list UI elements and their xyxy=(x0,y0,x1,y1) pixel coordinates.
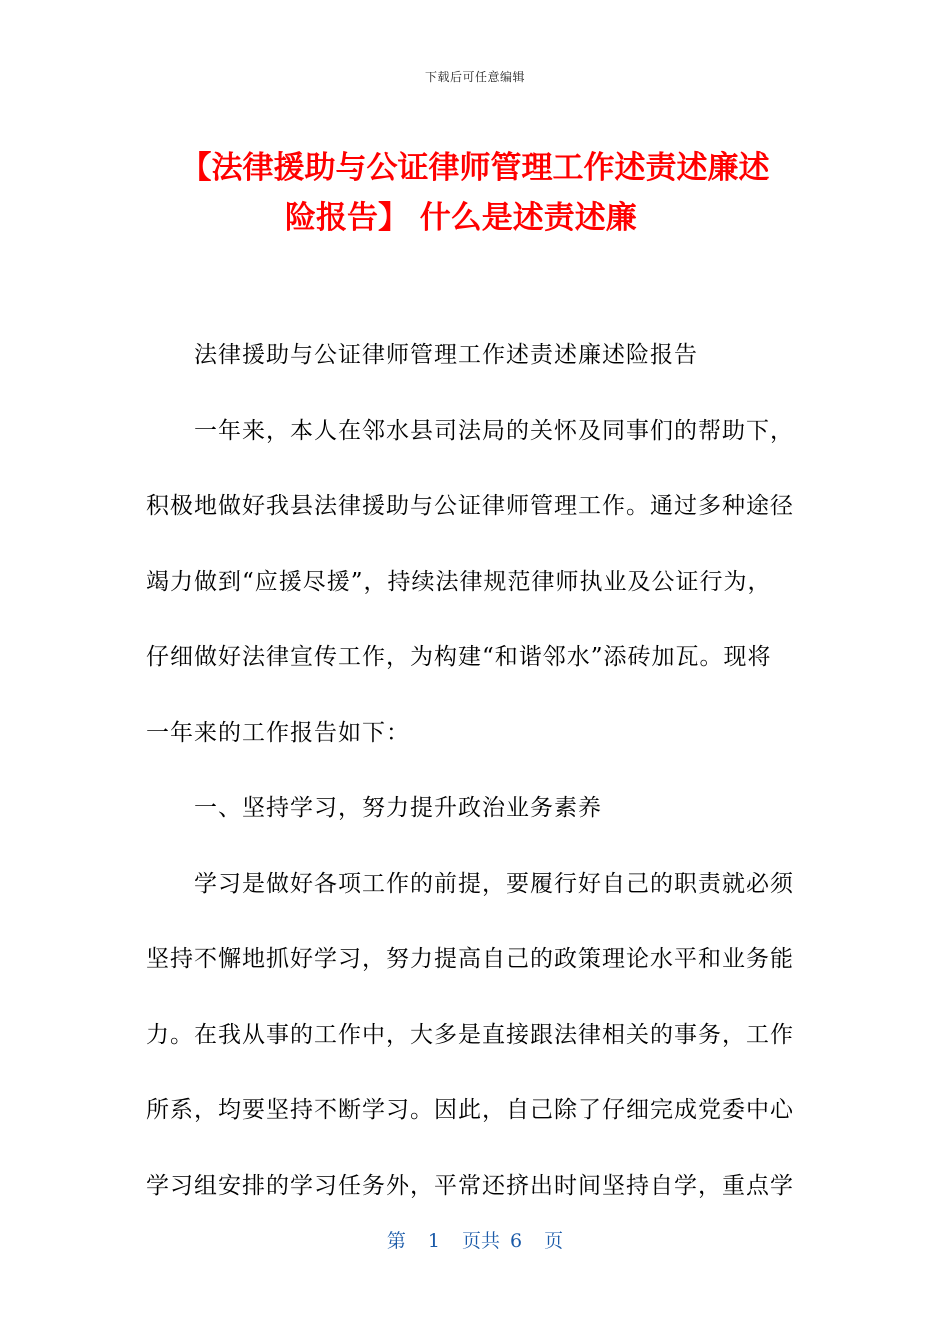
body-line: 法律援助与公证律师管理工作述责述廉述险报告 xyxy=(194,342,698,368)
section-heading: 一、坚持学习，努力提升政治业务素养 xyxy=(194,795,602,821)
body-line: 竭力做到“应援尽援”，持续法律规范律师执业及公证行为， xyxy=(146,568,772,595)
body-line: 积极地做好我县法律援助与公证律师管理工作。通过多种途径 xyxy=(146,493,794,519)
header-note: 下载后可任意编辑 xyxy=(424,70,525,84)
title-line-1: 【法律援助与公证律师管理工作述责述廉述 xyxy=(180,150,770,186)
title-line-2: 险报告】 什么是述责述廉 xyxy=(285,200,637,236)
footer-page-number: 1 xyxy=(427,1230,440,1252)
body-line: 所系，均要坚持不断学习。因此，自己除了仔细完成党委中心 xyxy=(146,1097,794,1123)
body-line: 学习组安排的学习任务外，平常还挤出时间坚持自学，重点学 xyxy=(146,1172,794,1199)
page-footer xyxy=(0,1226,950,1253)
body-line: 一年来的工作报告如下： xyxy=(146,719,410,746)
body-line: 仔细做好法律宣传工作，为构建“和谐邻水”添砖加瓦。现将 xyxy=(146,644,772,670)
footer-total-pages: 6 xyxy=(510,1230,523,1252)
body-line: 一年来，本人在邻水县司法局的关怀及同事们的帮助下， xyxy=(194,417,794,444)
footer-prefix: 第 xyxy=(386,1230,406,1252)
body-line: 学习是做好各项工作的前提，要履行好自己的职责就必须 xyxy=(194,870,794,897)
footer-suffix: 页 xyxy=(544,1230,564,1252)
footer-middle: 页共 xyxy=(461,1230,500,1252)
document-title xyxy=(150,143,800,243)
document-body xyxy=(146,318,796,1224)
body-line: 坚持不懈地抓好学习，努力提高自己的政策理论水平和业务能 xyxy=(146,946,794,972)
body-line: 力。在我从事的工作中，大多是直接跟法律相关的事务，工作 xyxy=(146,1021,794,1048)
